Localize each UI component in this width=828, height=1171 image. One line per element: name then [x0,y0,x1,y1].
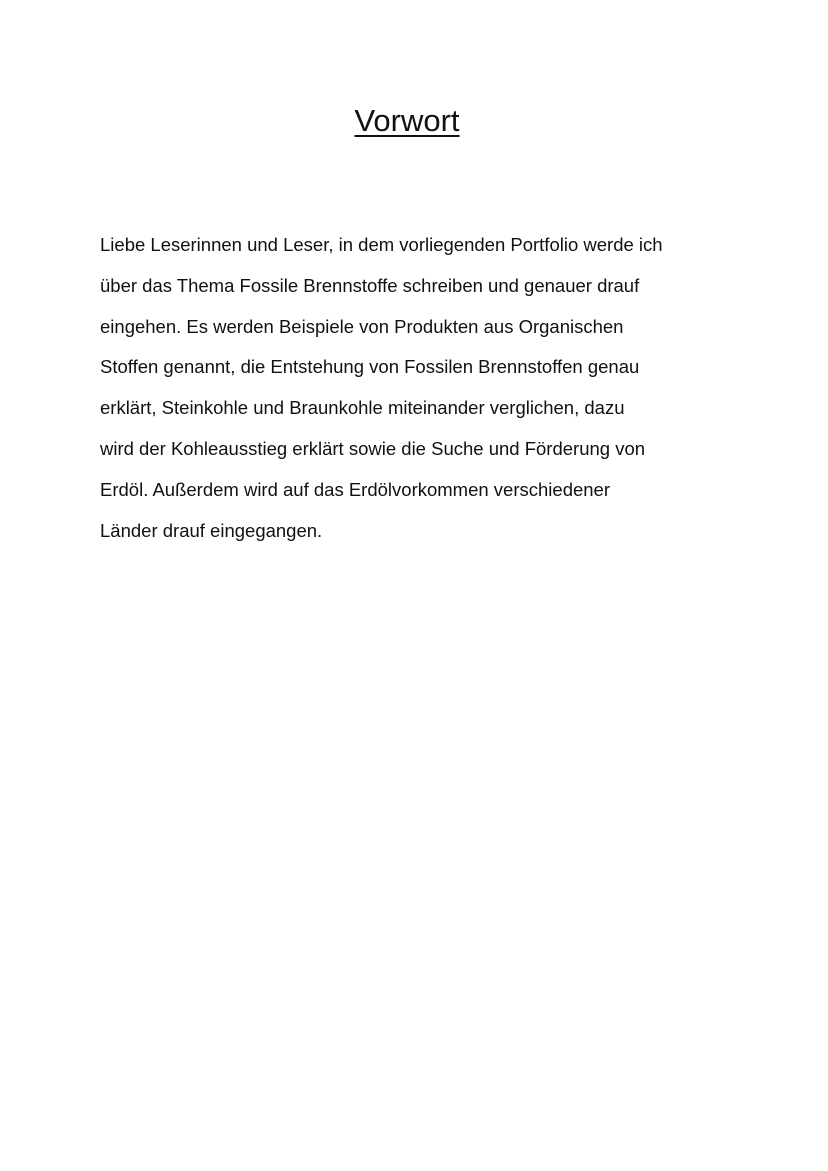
paragraph-line: eingehen. Es werden Beispiele von Produkten aus Organischen [100,315,624,337]
paragraph-line: Erdöl. Außerdem wird auf das Erdölvorkommen verschiedener [100,478,611,500]
paragraph-line: über das Thema Fossile Brennstoffe schreiben und genauer drauf [100,274,640,296]
paragraph-line: Liebe Leserinnen und Leser, in dem vorliegenden Portfolio werde ich [100,234,663,255]
paragraph-line: Länder drauf eingegangen. [100,519,323,541]
paragraph-line: wird der Kohleausstieg erklärt sowie die Suche und Förderung von [100,437,646,459]
paragraph-line: Stoffen genannt, die Entstehung von Fossilen Brennstoffen genau [100,356,640,378]
page-title: Vorwort [354,103,460,138]
paragraph-line: erklärt, Steinkohle und Braunkohle miteinander verglichen, dazu [100,397,625,419]
foreword-paragraph [100,225,740,551]
